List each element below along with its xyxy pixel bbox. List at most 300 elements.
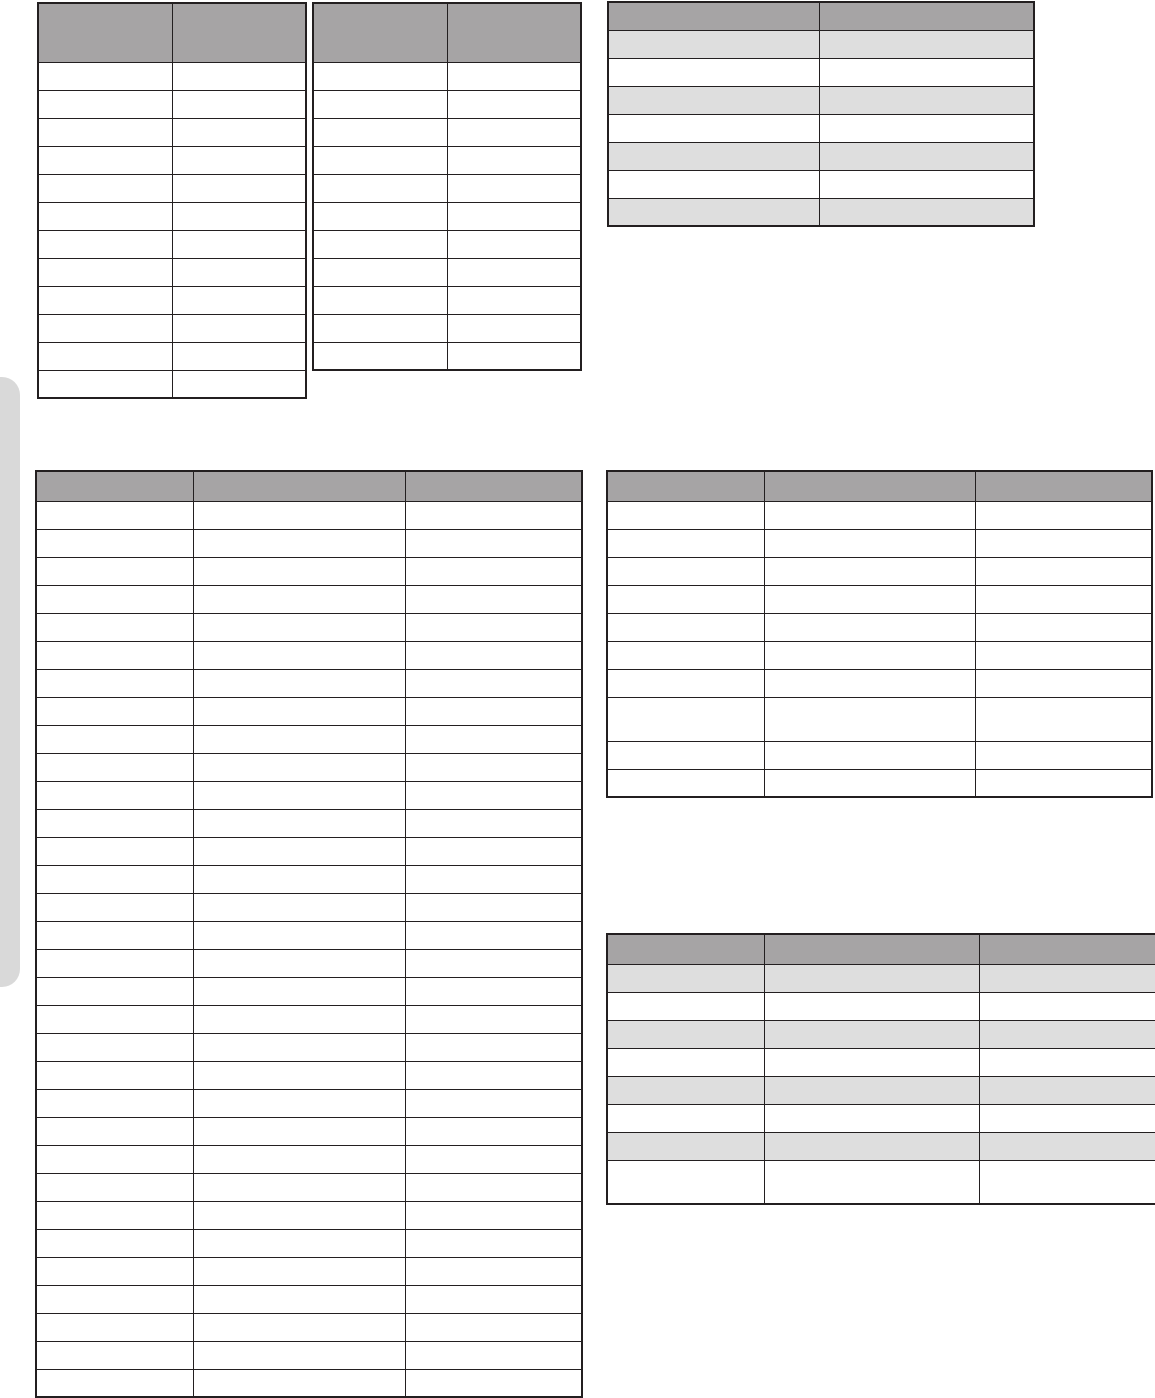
table-cell <box>975 697 1152 741</box>
table-cell <box>193 1257 405 1285</box>
table-cell <box>979 1160 1155 1204</box>
table-cell <box>405 613 582 641</box>
table-cell <box>36 557 193 585</box>
table-cell <box>172 62 306 90</box>
table-row <box>36 1369 582 1397</box>
header-cell <box>975 471 1152 501</box>
table-cell <box>38 118 172 146</box>
table-row <box>36 725 582 753</box>
table-row <box>36 949 582 977</box>
table-cell <box>193 809 405 837</box>
table-row <box>38 202 306 230</box>
table-cell <box>172 230 306 258</box>
table-cell <box>38 230 172 258</box>
table-cell <box>36 921 193 949</box>
header-cell <box>607 934 764 964</box>
table-cell <box>975 529 1152 557</box>
table-cell <box>979 1076 1155 1104</box>
table-cell <box>36 1005 193 1033</box>
table-cell <box>405 1285 582 1313</box>
table-row <box>313 230 581 258</box>
header-cell <box>819 2 1034 30</box>
table-cell <box>979 1048 1155 1076</box>
header-cell <box>764 934 979 964</box>
header-row <box>313 3 581 62</box>
table-cell <box>975 669 1152 697</box>
table-cell <box>405 865 582 893</box>
table-row <box>36 1313 582 1341</box>
table-cell <box>36 1145 193 1173</box>
table-cell <box>975 501 1152 529</box>
table-cell <box>193 669 405 697</box>
table-cell <box>193 697 405 725</box>
table-cell <box>172 146 306 174</box>
table-cell <box>607 1048 764 1076</box>
table-cell <box>405 1341 582 1369</box>
table-row <box>607 641 1152 669</box>
table-cell <box>405 949 582 977</box>
table-f <box>606 933 1155 1205</box>
table-cell <box>313 62 447 90</box>
table-cell <box>36 781 193 809</box>
table-row <box>607 1048 1155 1076</box>
table-cell <box>193 1173 405 1201</box>
table-cell <box>819 114 1034 142</box>
table-cell <box>38 90 172 118</box>
table-cell <box>38 146 172 174</box>
table-row <box>607 1020 1155 1048</box>
table-cell <box>36 725 193 753</box>
table-cell <box>979 992 1155 1020</box>
table-row <box>36 865 582 893</box>
table-cell <box>36 1229 193 1257</box>
table-cell <box>405 529 582 557</box>
header-cell <box>979 934 1155 964</box>
table-row <box>607 1132 1155 1160</box>
table-cell <box>764 697 975 741</box>
header-cell <box>172 3 306 62</box>
table-row <box>607 613 1152 641</box>
table-cell <box>313 202 447 230</box>
table-cell <box>172 370 306 398</box>
table-row <box>38 258 306 286</box>
table-cell <box>764 501 975 529</box>
table-row <box>608 30 1034 58</box>
table-cell <box>405 1033 582 1061</box>
table-cell <box>193 1313 405 1341</box>
table-cell <box>764 1020 979 1048</box>
table-cell <box>764 964 979 992</box>
table-row <box>313 314 581 342</box>
table-b <box>312 2 582 371</box>
table-cell <box>313 146 447 174</box>
table-cell <box>764 669 975 697</box>
table-row <box>36 753 582 781</box>
header-cell <box>447 3 581 62</box>
table-cell <box>607 669 764 697</box>
table-cell <box>313 230 447 258</box>
table-row <box>607 585 1152 613</box>
table-cell <box>38 62 172 90</box>
table-cell <box>38 342 172 370</box>
table-cell <box>764 557 975 585</box>
table-cell <box>38 370 172 398</box>
table-cell <box>405 1229 582 1257</box>
table-cell <box>193 1005 405 1033</box>
table-cell <box>36 753 193 781</box>
table-cell <box>193 1061 405 1089</box>
table-row <box>607 501 1152 529</box>
table-cell <box>405 1173 582 1201</box>
table-row <box>313 90 581 118</box>
table-cell <box>405 1201 582 1229</box>
table-row <box>38 286 306 314</box>
table-cell <box>36 641 193 669</box>
table-row <box>608 86 1034 114</box>
table-row <box>313 258 581 286</box>
table-cell <box>607 1020 764 1048</box>
table-row <box>38 370 306 398</box>
header-row <box>36 471 582 501</box>
table-cell <box>36 585 193 613</box>
table-row <box>38 118 306 146</box>
table-cell <box>607 557 764 585</box>
table-cell <box>36 1089 193 1117</box>
table-cell <box>447 174 581 202</box>
table-row <box>607 964 1155 992</box>
table-row <box>36 1201 582 1229</box>
table-row <box>607 1160 1155 1204</box>
table-row <box>313 146 581 174</box>
table-row <box>36 1341 582 1369</box>
table-cell <box>193 501 405 529</box>
header-cell <box>193 471 405 501</box>
header-cell <box>38 3 172 62</box>
table-cell <box>405 641 582 669</box>
table-cell <box>447 230 581 258</box>
table-cell <box>36 949 193 977</box>
header-cell <box>764 471 975 501</box>
table-cell <box>607 529 764 557</box>
table-cell <box>193 557 405 585</box>
table-cell <box>764 769 975 797</box>
table-row <box>36 1089 582 1117</box>
table-cell <box>193 753 405 781</box>
table-cell <box>975 557 1152 585</box>
table-cell <box>405 809 582 837</box>
table-row <box>608 170 1034 198</box>
table-cell <box>405 1313 582 1341</box>
table-cell <box>38 314 172 342</box>
table-cell <box>36 1201 193 1229</box>
table-cell <box>764 529 975 557</box>
table-cell <box>607 1132 764 1160</box>
header-row <box>607 471 1152 501</box>
table-cell <box>607 769 764 797</box>
table-row <box>313 118 581 146</box>
table-cell <box>193 585 405 613</box>
table-cell <box>36 1173 193 1201</box>
table-cell <box>447 146 581 174</box>
table-cell <box>36 977 193 1005</box>
table-cell <box>313 90 447 118</box>
table-cell <box>405 921 582 949</box>
table-cell <box>36 613 193 641</box>
header-cell <box>36 471 193 501</box>
table-cell <box>447 202 581 230</box>
table-cell <box>193 1145 405 1173</box>
table-row <box>36 585 582 613</box>
table-row <box>38 146 306 174</box>
table-cell <box>819 142 1034 170</box>
table-cell <box>607 697 764 741</box>
table-cell <box>36 1061 193 1089</box>
table-cell <box>819 58 1034 86</box>
table-row <box>607 741 1152 769</box>
table-cell <box>607 1160 764 1204</box>
table-row <box>608 198 1034 226</box>
table-cell <box>405 669 582 697</box>
table-cell <box>36 865 193 893</box>
table-cell <box>608 30 819 58</box>
table-cell <box>819 86 1034 114</box>
table-row <box>36 529 582 557</box>
table-row <box>38 62 306 90</box>
table-cell <box>193 949 405 977</box>
table-row <box>607 529 1152 557</box>
table-cell <box>405 585 582 613</box>
table-cell <box>764 1104 979 1132</box>
table-row <box>36 697 582 725</box>
table-cell <box>193 613 405 641</box>
table-cell <box>313 118 447 146</box>
header-row <box>38 3 306 62</box>
table-cell <box>405 837 582 865</box>
table-row <box>608 142 1034 170</box>
table-e <box>606 470 1153 798</box>
table-cell <box>608 58 819 86</box>
table-cell <box>975 613 1152 641</box>
header-row <box>608 2 1034 30</box>
table-cell <box>607 741 764 769</box>
table-cell <box>36 697 193 725</box>
table-cell <box>975 641 1152 669</box>
table-cell <box>405 977 582 1005</box>
table-cell <box>405 781 582 809</box>
table-cell <box>607 1104 764 1132</box>
table-cell <box>979 1020 1155 1048</box>
table-cell <box>405 1117 582 1145</box>
table-cell <box>405 1005 582 1033</box>
table-row <box>313 286 581 314</box>
header-cell <box>608 2 819 30</box>
table-row <box>36 1117 582 1145</box>
table-row <box>36 1033 582 1061</box>
table-cell <box>172 174 306 202</box>
table-cell <box>172 90 306 118</box>
table-row <box>607 1104 1155 1132</box>
table-row <box>36 1145 582 1173</box>
table-cell <box>193 1089 405 1117</box>
table-row <box>36 921 582 949</box>
table-row <box>607 669 1152 697</box>
table-row <box>313 62 581 90</box>
table-cell <box>447 342 581 370</box>
table-cell <box>193 529 405 557</box>
table-cell <box>193 1201 405 1229</box>
table-row <box>38 230 306 258</box>
table-cell <box>172 258 306 286</box>
table-cell <box>405 1369 582 1397</box>
table-cell <box>36 1117 193 1145</box>
table-cell <box>447 286 581 314</box>
table-cell <box>819 30 1034 58</box>
table-cell <box>172 314 306 342</box>
table-row <box>38 90 306 118</box>
table-cell <box>172 118 306 146</box>
table-row <box>607 697 1152 741</box>
table-cell <box>313 286 447 314</box>
table-cell <box>979 1104 1155 1132</box>
table-cell <box>405 697 582 725</box>
table-cell <box>193 865 405 893</box>
table-c <box>607 1 1035 227</box>
table-cell <box>405 893 582 921</box>
table-cell <box>405 753 582 781</box>
table-cell <box>313 258 447 286</box>
table-cell <box>193 725 405 753</box>
table-cell <box>38 174 172 202</box>
table-cell <box>405 501 582 529</box>
table-cell <box>447 314 581 342</box>
table-cell <box>405 725 582 753</box>
table-cell <box>172 286 306 314</box>
table-cell <box>447 90 581 118</box>
table-cell <box>979 964 1155 992</box>
table-row <box>608 58 1034 86</box>
table-row <box>607 992 1155 1020</box>
table-cell <box>193 1229 405 1257</box>
table-cell <box>607 992 764 1020</box>
table-cell <box>607 1076 764 1104</box>
table-cell <box>607 585 764 613</box>
table-row <box>36 1285 582 1313</box>
table-cell <box>975 769 1152 797</box>
table-cell <box>38 286 172 314</box>
table-row <box>36 1173 582 1201</box>
table-cell <box>36 529 193 557</box>
table-cell <box>608 170 819 198</box>
table-cell <box>405 1257 582 1285</box>
table-cell <box>764 585 975 613</box>
table-a <box>37 2 307 399</box>
table-cell <box>36 1033 193 1061</box>
table-cell <box>36 1369 193 1397</box>
table-cell <box>36 1313 193 1341</box>
table-cell <box>36 809 193 837</box>
table-cell <box>764 613 975 641</box>
table-row <box>38 174 306 202</box>
table-row <box>36 1061 582 1089</box>
table-cell <box>193 641 405 669</box>
table-cell <box>313 174 447 202</box>
table-row <box>36 557 582 585</box>
table-row <box>313 174 581 202</box>
table-row <box>36 781 582 809</box>
table-cell <box>405 1145 582 1173</box>
table-cell <box>608 198 819 226</box>
table-cell <box>608 86 819 114</box>
header-cell <box>607 471 764 501</box>
table-row <box>36 1005 582 1033</box>
table-cell <box>819 198 1034 226</box>
table-row <box>36 893 582 921</box>
table-cell <box>172 342 306 370</box>
table-cell <box>607 641 764 669</box>
table-cell <box>313 342 447 370</box>
table-cell <box>975 741 1152 769</box>
table-cell <box>193 1341 405 1369</box>
table-cell <box>764 1132 979 1160</box>
table-row <box>607 557 1152 585</box>
table-cell <box>193 893 405 921</box>
table-cell <box>607 613 764 641</box>
side-tab <box>0 377 20 987</box>
table-row <box>36 1257 582 1285</box>
table-cell <box>764 741 975 769</box>
table-cell <box>36 837 193 865</box>
table-cell <box>36 1285 193 1313</box>
table-cell <box>193 1285 405 1313</box>
table-cell <box>193 1033 405 1061</box>
header-row <box>607 934 1155 964</box>
table-cell <box>36 1341 193 1369</box>
table-cell <box>447 258 581 286</box>
table-cell <box>608 142 819 170</box>
table-cell <box>193 781 405 809</box>
table-row <box>36 837 582 865</box>
table-d <box>35 470 583 1398</box>
table-cell <box>764 1076 979 1104</box>
table-row <box>38 342 306 370</box>
table-cell <box>405 1061 582 1089</box>
table-cell <box>193 837 405 865</box>
header-cell <box>313 3 447 62</box>
table-row <box>607 769 1152 797</box>
table-cell <box>819 170 1034 198</box>
table-cell <box>608 114 819 142</box>
table-cell <box>193 1369 405 1397</box>
table-cell <box>979 1132 1155 1160</box>
table-cell <box>193 921 405 949</box>
table-cell <box>764 992 979 1020</box>
table-cell <box>764 1048 979 1076</box>
table-row <box>313 342 581 370</box>
table-row <box>36 641 582 669</box>
table-cell <box>36 669 193 697</box>
table-cell <box>36 893 193 921</box>
table-row <box>38 314 306 342</box>
table-cell <box>975 585 1152 613</box>
table-row <box>36 501 582 529</box>
table-cell <box>36 1257 193 1285</box>
table-cell <box>405 557 582 585</box>
table-cell <box>38 258 172 286</box>
table-cell <box>193 1117 405 1145</box>
table-cell <box>764 1160 979 1204</box>
table-row <box>608 114 1034 142</box>
table-cell <box>172 202 306 230</box>
